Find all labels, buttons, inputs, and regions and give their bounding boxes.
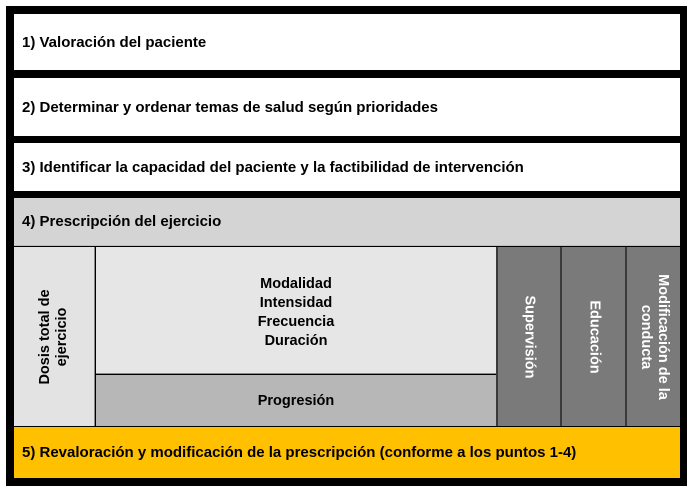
step-3-label: 3) Identificar la capacidad del paciente y la factibilidad de intervención [22,158,524,176]
step-4-label: 4) Prescripción del ejercicio [22,213,222,230]
behavior-modification-label [637,274,671,400]
behavior-modification-column [627,247,680,426]
step-2-label: 2) Determinar y ordenar temas de salud según prioridades [22,98,438,116]
component-modality: Modalidad [260,276,332,292]
column-divider [625,247,627,426]
behavior-modification-line-2: conducta [637,304,654,369]
step-2-prioritize [14,78,680,136]
total-dose-line-1: Dosis total de [37,288,53,385]
column-divider [560,247,562,426]
component-frequency: Frecuencia [257,314,335,330]
education-column [562,247,625,426]
component-duration: Duración [264,333,328,349]
education-label: Educación [586,299,602,374]
supervision-label: Supervisión [521,295,537,378]
behavior-modification-line-1: Modificación de la [654,273,671,400]
step-1-assessment [14,14,680,70]
component-intensity: Intensidad [259,295,333,311]
progression-box [96,375,496,426]
step-4-prescription-header [14,198,680,246]
step-5-label: 5) Revaloración y modificación de la prescripción (conforme a los puntos 1-4) [22,444,577,461]
supervision-column [497,247,560,426]
step-3-capacity [14,143,680,191]
total-dose-box [14,247,95,426]
column-divider [496,247,498,426]
total-dose-label [37,289,71,384]
total-dose-line-2: ejercicio [54,307,70,366]
step-1-label: 1) Valoración del paciente [22,33,207,51]
step-5-reassessment [14,427,680,478]
fitt-components-box [96,247,496,374]
diagram-frame [6,6,687,486]
progression-label: Progresión [257,392,335,409]
